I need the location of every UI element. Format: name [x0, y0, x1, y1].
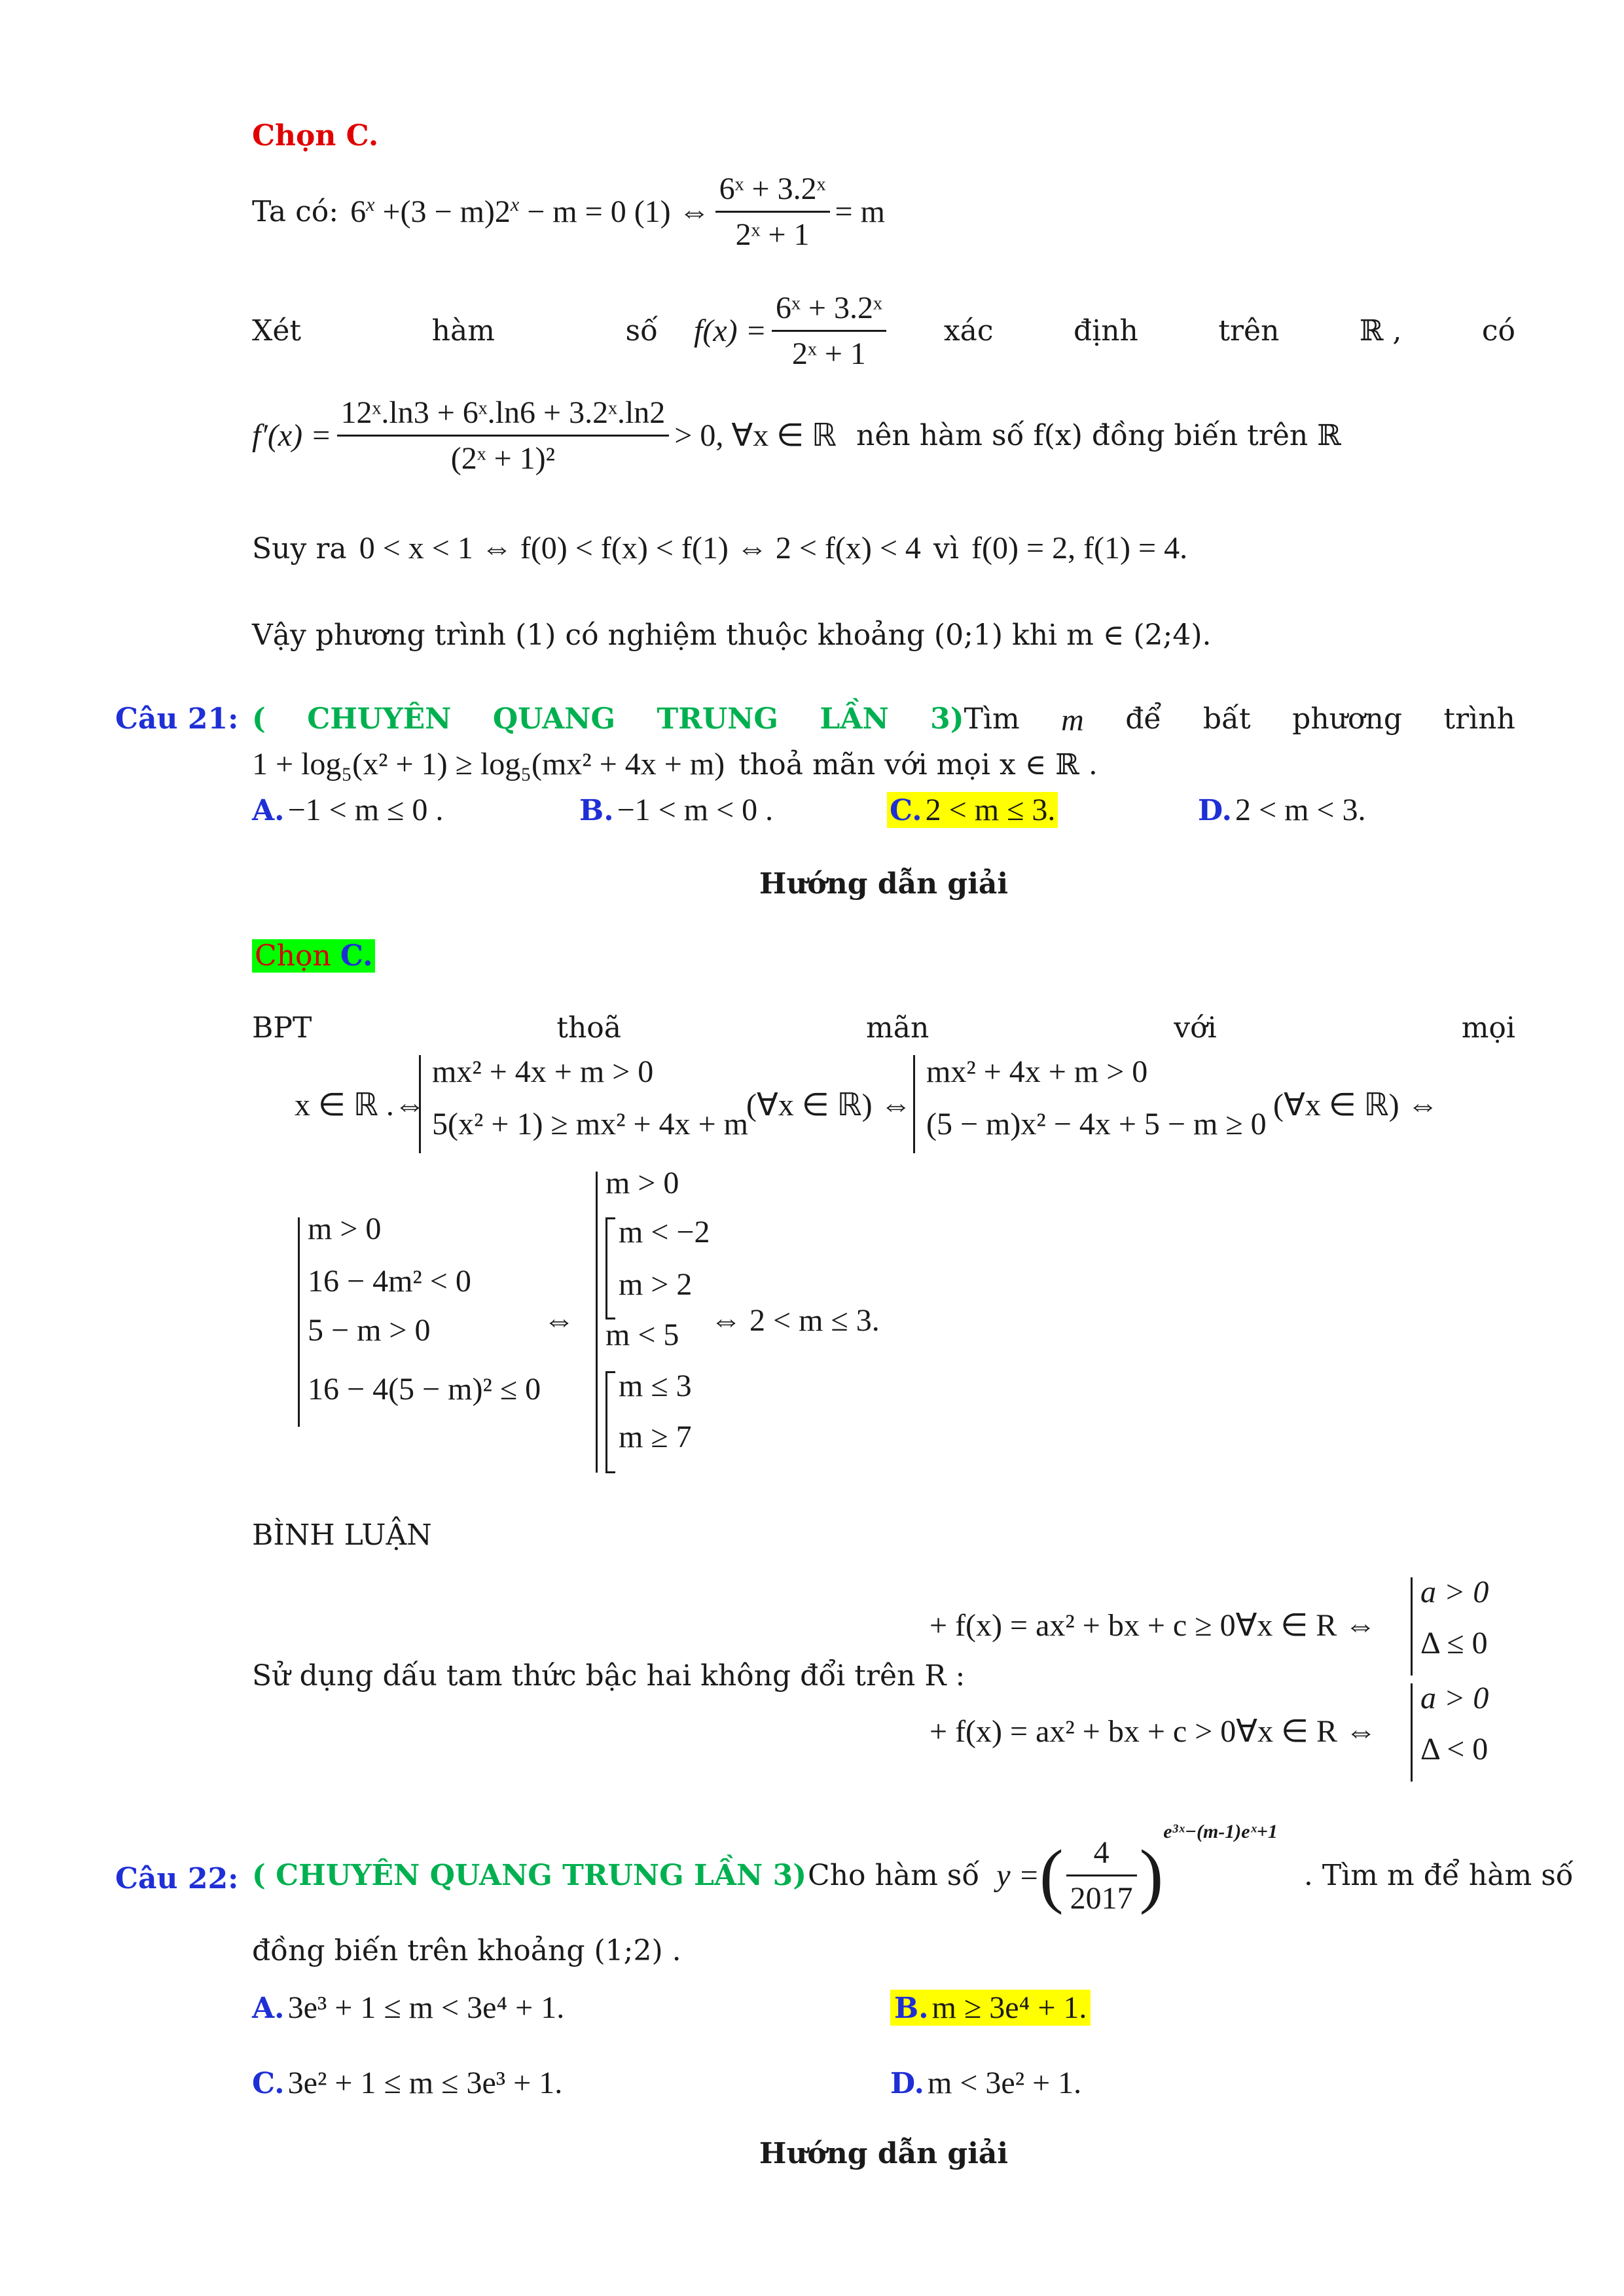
option-text: 2 < m < 3.: [1235, 793, 1366, 827]
word: bất: [1202, 702, 1251, 736]
sys3-arrow: ⇔: [543, 1303, 575, 1338]
option-text: 2 < m ≤ 3.: [925, 793, 1056, 827]
eq1-end: = m: [835, 194, 885, 229]
rule2-row1: a > 0: [1420, 1681, 1489, 1715]
fprime-label: f′(x) =: [252, 418, 332, 453]
sys1-brace: [419, 1055, 421, 1153]
sys3-row1: m > 0: [308, 1211, 382, 1246]
option-key: A.: [252, 1992, 285, 2025]
option-key: C.: [890, 794, 922, 827]
chon-prefix: Chọn: [255, 939, 340, 973]
word: BPT: [252, 1011, 312, 1045]
option-text: m < 3e² + 1.: [928, 2066, 1082, 2100]
sys1-prefix: x ∈ ℝ .⇔: [295, 1088, 425, 1122]
chon-c-answer: [252, 939, 375, 973]
word: CHUYÊN: [307, 702, 452, 736]
sys4-brace: [596, 1172, 598, 1473]
question-22-stem-line2: đồng biến trên khoảng (1;2) .: [252, 1934, 681, 1967]
sys2-row1: mx² + 4x + m > 0: [926, 1054, 1148, 1089]
word: mọi: [1461, 1011, 1515, 1045]
word: mãn: [866, 1011, 929, 1045]
binh-luan-heading: BÌNH LUẬN: [252, 1518, 432, 1552]
sys4-row-d1: m ≤ 3: [619, 1369, 692, 1403]
word: thoã: [556, 1011, 622, 1045]
inequality: 1 + log₅(x² + 1) ≥ log₅(mx² + 4x + m): [252, 747, 725, 781]
word: m: [1061, 703, 1084, 738]
question-22-stem-line1: [252, 1820, 1574, 1931]
sys1-row2: 5(x² + 1) ≥ mx² + 4x + m: [432, 1107, 748, 1141]
option-text: −1 < m ≤ 0 .: [287, 793, 444, 827]
sys4-row-a: m > 0: [605, 1166, 679, 1200]
rule2-row2: Δ < 0: [1420, 1732, 1489, 1767]
word: 3): [930, 702, 964, 736]
equation-1: Ta có: $6^x +(3 - m)2^x - m = 0$ (1) ⇔ $\frac{\text{6ˣ + 3.2ˣ}}{\text{2ˣ + 1}}$ = m: [252, 171, 885, 252]
option-text: 3e² + 1 ≤ m ≤ 3e³ + 1.: [287, 2066, 563, 2100]
sys3-row3: 5 − m > 0: [308, 1313, 431, 1348]
bpt-line: [252, 1011, 1515, 1045]
option-key: C.: [252, 2067, 285, 2100]
rule2-brace: [1411, 1683, 1413, 1782]
ta-co-label: Ta có:: [252, 194, 339, 228]
chon-key: C.: [340, 939, 373, 973]
sys4-bracket-d: [605, 1371, 615, 1473]
q22-option-b-correct[interactable]: [890, 1990, 1091, 2026]
fprime-tail: > 0, ∀x ∈ ℝ: [674, 418, 837, 453]
option-a[interactable]: [252, 792, 443, 828]
sys2-tail: (∀x ∈ ℝ) ⇔: [1273, 1088, 1439, 1122]
rule-2: + f(x) = ax² + bx + c > 0∀x ∈ R ⇔: [929, 1714, 1377, 1749]
rule-1: + f(x) = ax² + bx + c ≥ 0∀x ∈ R ⇔: [929, 1608, 1377, 1643]
sys4-row-b1: m < −2: [619, 1215, 710, 1249]
sys2-row2: (5 − m)x² − 4x + 5 − m ≥ 0: [926, 1107, 1267, 1141]
option-b[interactable]: [579, 792, 773, 828]
question-22-source: ( CHUYÊN QUANG TRUNG LẦN 3): [252, 1858, 807, 1892]
suy-ra-line: [252, 530, 1187, 566]
q22-option-d[interactable]: [890, 2065, 1081, 2101]
fprime-fraction: $\frac{\text{12ˣ.ln3 + 6ˣ.ln6 + 3.2ˣ.ln2}}{\text{(2ˣ + 1)²}}$: [337, 395, 670, 476]
sys4-row-d2: m ≥ 7: [619, 1420, 692, 1454]
option-text: −1 < m < 0 .: [617, 793, 774, 827]
huong-dan-giai-heading-2: Hướng dẫn giải: [759, 2137, 1009, 2170]
option-text: m ≥ 3e⁴ + 1.: [931, 1990, 1087, 2025]
sys4-result: ⇔ 2 < m ≤ 3.: [710, 1303, 880, 1338]
stem-a: Cho hàm số: [808, 1858, 980, 1892]
vi-label: vì: [933, 532, 959, 565]
eq1-fraction: $\frac{\text{6ˣ + 3.2ˣ}}{\text{2ˣ + 1}}$: [715, 171, 830, 253]
sys2-brace: [913, 1055, 915, 1153]
word: QUANG: [492, 702, 616, 736]
word: trình: [1443, 702, 1515, 736]
eq1-base: 6: [350, 194, 367, 229]
question-21-stem-line1: [252, 702, 1515, 738]
rule1-row2: Δ ≤ 0: [1420, 1626, 1488, 1660]
conclusion-line: Vậy phương trình (1) có nghiệm thuộc khoảng (0;1) khi m ∈ (2;4).: [252, 619, 1212, 652]
sys1-row1: mx² + 4x + m > 0: [432, 1054, 654, 1089]
vi-math: f(0) = 2, f(1) = 4.: [971, 531, 1188, 565]
exponent: e³ˣ−(m-1)eˣ+1: [1163, 1821, 1278, 1842]
word: định: [1073, 314, 1138, 348]
rule1-brace: [1411, 1577, 1413, 1676]
xet-ham-so-line: [252, 281, 1515, 380]
word: LẦN: [820, 702, 889, 736]
eq1-mid: +(3 − m)2: [382, 194, 511, 229]
question-22-label: Câu 22:: [115, 1862, 239, 1895]
option-key: D.: [890, 2067, 924, 2100]
suy-ra-math: 0 < x < 1 ⇔ f(0) < f(x) < f(1) ⇔ 2 < f(x) < 4: [359, 531, 921, 565]
sys1-mid: (∀x ∈ ℝ) ⇔: [746, 1088, 912, 1122]
eq1-rhs: − m = 0 (1) ⇔: [527, 194, 710, 229]
base-fraction: $\frac{4}{2017}$: [1066, 1835, 1137, 1916]
word: hàm: [431, 314, 495, 348]
option-key: D.: [1198, 794, 1232, 827]
option-key: B.: [579, 794, 614, 827]
q22-option-a[interactable]: [252, 1990, 564, 2026]
word: xác: [943, 314, 994, 348]
option-text: 3e³ + 1 ≤ m < 3e⁴ + 1.: [287, 1990, 565, 2025]
stem-tail: thoả mãn với mọi x ∈ ℝ .: [738, 748, 1098, 781]
paren-left: (: [1039, 1835, 1064, 1915]
chon-c-heading: Chọn C.: [252, 119, 379, 152]
q22-option-c[interactable]: [252, 2065, 562, 2101]
suy-ra-label: Suy ra: [252, 532, 347, 565]
derivative-line: [252, 380, 1341, 491]
word: với: [1174, 1011, 1217, 1045]
sys4-row-c: m < 5: [605, 1318, 679, 1352]
option-key: B.: [894, 1992, 929, 2025]
su-dung-text: Sử dụng dấu tam thức bậc hai không đổi trên R :: [252, 1659, 965, 1693]
word: Tìm: [964, 702, 1020, 736]
question-21-label: Câu 21:: [115, 702, 239, 736]
paren-right: ): [1139, 1835, 1164, 1915]
word: TRUNG: [657, 702, 778, 736]
option-d[interactable]: [1198, 792, 1365, 828]
word: trên: [1218, 314, 1280, 348]
word: (: [252, 702, 266, 736]
option-c-correct[interactable]: [887, 792, 1058, 828]
sys4-row-b2: m > 2: [619, 1267, 693, 1302]
option-key: A.: [252, 794, 285, 827]
word: để: [1125, 702, 1162, 736]
sys3-row4: 16 − 4(5 − m)² ≤ 0: [308, 1372, 541, 1407]
rule1-row1: a > 0: [1420, 1575, 1489, 1609]
sys3-row2: 16 − 4m² < 0: [308, 1264, 471, 1299]
word: số: [625, 314, 658, 348]
fx-label: f(x) =: [694, 313, 767, 348]
word: Xét: [252, 314, 302, 348]
huong-dan-giai-heading: Hướng dẫn giải: [759, 867, 1009, 901]
word: phương: [1292, 702, 1402, 736]
sys4-bracket-b: [605, 1217, 615, 1319]
word: ℝ ,: [1359, 314, 1402, 348]
dong-bien-text: nên hàm số f(x) đồng biến trên ℝ: [856, 418, 1341, 452]
question-21-stem-line2: [252, 746, 1098, 782]
word: có: [1481, 314, 1515, 348]
sys3-brace: [298, 1217, 300, 1427]
y-eq: y =: [996, 1857, 1039, 1893]
stem-b: . Tìm m để hàm số: [1303, 1858, 1574, 1892]
fx-fraction: $\frac{\text{6ˣ + 3.2ˣ}}{\text{2ˣ + 1}}$: [772, 290, 886, 372]
